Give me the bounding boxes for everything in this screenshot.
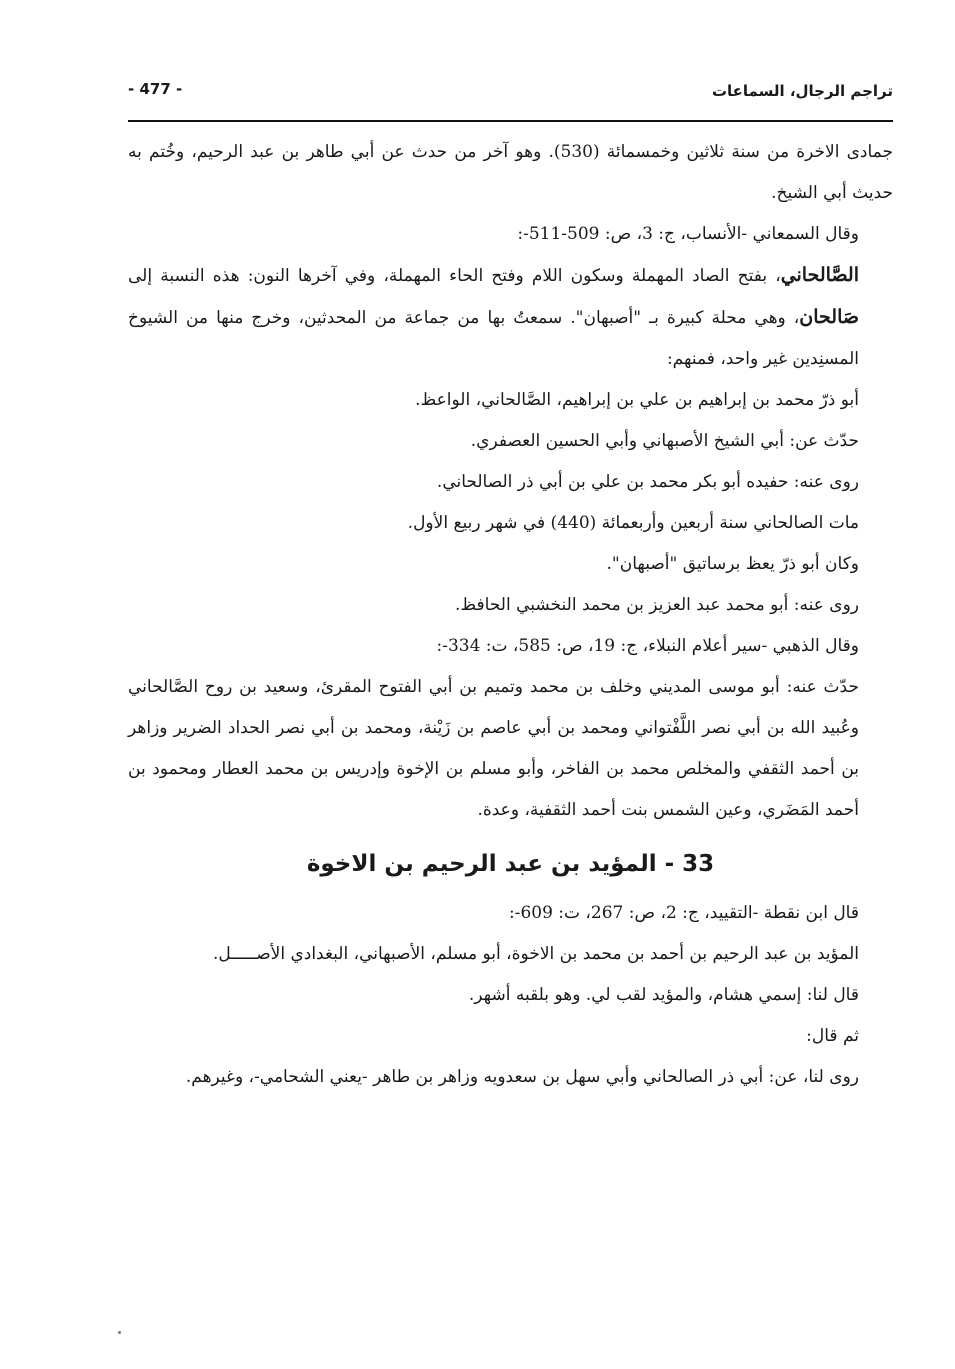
- paragraph: أبو ذرّ محمد بن إبراهيم بن علي بن إبراهيم، الصَّالحاني، الواعظ.: [415, 390, 859, 410]
- header-rule: [128, 120, 893, 122]
- paragraph: وقال السمعاني -الأنساب، ج: 3، ص: 509-511-:: [517, 224, 859, 244]
- paragraph-text: ، بفتح الصاد المهملة وسكون اللام وفتح الحاء المهملة، وفي آخرها النون: هذه النسبة إلى: [128, 266, 781, 286]
- nisba-term: الصَّالحاني: [780, 264, 859, 286]
- paragraph-text: ، وهي محلة كبيرة بـ "أصبهان". سمعتُ بها من جماعة من المحدثين، وخرج منها من الشيوخ المسنِدين غير واحد، فمنهم:: [128, 308, 859, 369]
- paragraph: مات الصالحاني سنة أربعين وأربعمائة (440) في شهر ربيع الأول.: [407, 513, 859, 533]
- entry-title: 33 - المؤيد بن عبد الرحيم بن الاخوة: [306, 851, 715, 877]
- paragraph: روى لنا، عن: أبي ذر الصالحاني وأبي سهل بن سعدويه وزاهر بن طاهر -يعني الشحامي-، وغيرهم.: [185, 1067, 859, 1087]
- page-header: [128, 78, 893, 114]
- paragraph: المؤيد بن عبد الرحيم بن أحمد بن محمد بن الاخوة، أبو مسلم، الأصبهاني، البغدادي الأصـــــل.: [213, 944, 859, 964]
- page-number: - 477 -: [128, 80, 183, 98]
- paragraph: ثم قال:: [806, 1026, 859, 1046]
- page-body: [128, 132, 893, 1098]
- paragraph: جمادى الاخرة من سنة ثلاثين وخمسمائة (530). وهو آخر من حدث عن أبي طاهر بن عبد الرحيم، وخُتم به حديث أبي الشيخ.: [128, 142, 893, 203]
- paragraph: روى عنه: حفيده أبو بكر محمد بن علي بن أبي ذر الصالحاني.: [436, 472, 859, 492]
- paragraph: [128, 255, 893, 380]
- paragraph: حدّث عنه: أبو موسى المديني وخلف بن محمد وتميم بن أبي الفتوح المقرئ، وسعيد بن روح الصَّالحاني وعُبيد الله بن أبي نصر اللَّفْتواني ومحمد بن أبي عاصم بن زَيْنة، ومحمد بن أبي نصر الحداد الضرير وزاهر بن أحمد الثقفي والمخلص محمد بن الفاخر، وأبو مسلم بن الإخوة وإدريس بن محمد العطار ومحمود بن أحمد المَضَري، وعين الشمس بنت أحمد الثقفية، وعدة.: [128, 677, 859, 820]
- running-title: تراجم الرجال، السماعات: [711, 82, 893, 100]
- paragraph: وكان أبو ذرّ يعظ برساتيق "أصبهان".: [606, 554, 859, 574]
- paragraph: قال ابن نقطة -التقييد، ج: 2، ص: 267، ت: 609-:: [508, 903, 859, 923]
- paragraph: قال لنا: إسمي هشام، والمؤيد لقب لي. وهو بلقبه أشهر.: [468, 985, 859, 1005]
- scan-speck: [118, 1331, 121, 1334]
- paragraph: حدّث عن: أبي الشيخ الأصبهاني وأبي الحسين العصفري.: [470, 431, 859, 451]
- paragraph: روى عنه: أبو محمد عبد العزيز بن محمد النخشبي الحافظ.: [454, 595, 859, 615]
- place-name: صَالحان: [799, 306, 859, 328]
- paragraph: وقال الذهبي -سير أعلام النبلاء، ج: 19، ص: 585، ت: 334-:: [436, 636, 859, 656]
